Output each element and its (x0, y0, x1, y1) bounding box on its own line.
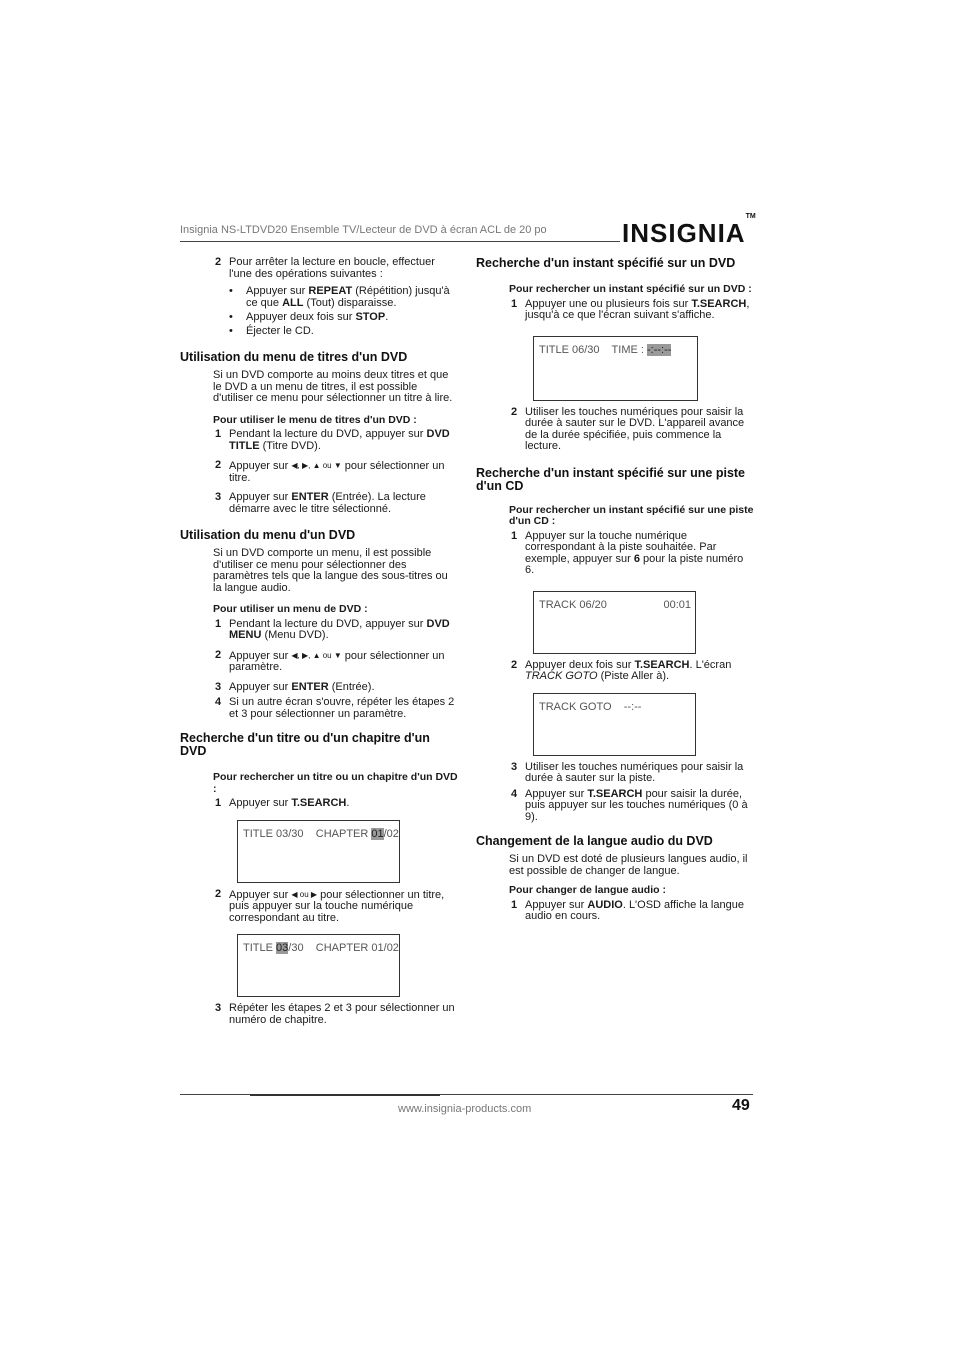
step-number: 1 (215, 617, 222, 630)
paragraph: Si un DVD comporte au moins deux titres et que le DVD a un menu de titres, il est possible d'utiliser ce menu pour sélectionner un titre à lire. (213, 369, 453, 404)
left-column (180, 257, 458, 1026)
arrow-keys-icon: ◀ ou ▶ (291, 889, 318, 899)
paragraph: Si un DVD est doté de plusieurs langues audio, il est possible de changer de langue. (509, 853, 748, 877)
osd-label: TITLE 06/30 TIME : (539, 343, 648, 356)
procedure-heading: Pour rechercher un titre ou un chapitre d'un DVD : (213, 771, 458, 795)
section-heading: Recherche d'un instant spécifié sur une piste d'un CD (476, 465, 746, 493)
text: , jusqu'à ce que l'écran suivant s'affiche. (525, 297, 750, 321)
osd-highlight: -:--:-- (647, 343, 672, 356)
osd-text (539, 345, 671, 357)
text: (Titre DVD). (259, 439, 321, 452)
text: Utiliser les touches numériques pour saisir la durée à sauter sur la piste. (525, 760, 744, 784)
text: Appuyer sur (229, 649, 292, 662)
bullet-dot: • (229, 324, 233, 337)
text: Appuyer deux fois sur (525, 658, 635, 671)
osd-highlight: 03 (276, 942, 289, 954)
step (476, 531, 754, 577)
step (476, 660, 754, 683)
step-number: 2 (215, 459, 222, 471)
step-number: 4 (215, 696, 222, 708)
step (180, 619, 458, 642)
key-name: DVD MENU (229, 617, 450, 641)
osd-time: 00:01 (663, 598, 691, 611)
key-name: T.SEARCH (291, 797, 347, 809)
footer-rule-accent (250, 1094, 440, 1096)
text: Appuyer sur (229, 888, 292, 901)
procedure-heading: Pour changer de langue audio : (509, 884, 666, 896)
running-header: Insignia NS-LTDVD20 Ensemble TV/Lecteur de DVD à écran ACL de 20 po (180, 224, 547, 236)
step (180, 1003, 458, 1026)
osd-screen (237, 934, 400, 997)
osd-screen (533, 336, 698, 401)
step (476, 762, 754, 785)
osd-screen (533, 591, 696, 654)
step-text: Pour arrêter la lecture en boucle, effectuer l'une des opérations suivantes : (229, 256, 435, 280)
step (180, 257, 458, 280)
step-number: 1 (215, 428, 222, 440)
header-rule (180, 241, 620, 242)
text: pour la piste numéro 6. (525, 552, 744, 576)
step (180, 460, 458, 484)
right-column (476, 257, 754, 923)
section-heading: Recherche d'un instant spécifié sur un DVD (476, 256, 736, 270)
key-name: T.SEARCH (587, 787, 643, 800)
osd-label: TRACK 06/20 (539, 598, 607, 611)
text: (Entrée). La lecture démarre avec le titre sélectionné. (229, 491, 426, 515)
text: Appuyer sur (525, 787, 588, 800)
step-number: 3 (215, 491, 222, 503)
key-name: T.SEARCH (691, 297, 747, 310)
key-name: 6 (633, 552, 640, 565)
text: Appuyer sur (229, 491, 292, 503)
key-name: REPEAT (308, 285, 353, 297)
section-heading: Changement de la langue audio du DVD (476, 834, 713, 848)
step-number: 2 (215, 256, 222, 268)
osd-text (243, 943, 399, 955)
step (476, 789, 754, 824)
step (180, 682, 458, 694)
footer-url: www.insignia-products.com (398, 1103, 532, 1115)
text: pour sélectionner un titre, puis appuyer sur la touche numérique correspondant au titre. (229, 888, 445, 924)
text: Si un autre écran s'ouvre, répéter les étapes 2 et 3 pour sélectionner un paramètre. (229, 696, 455, 720)
section-heading: Utilisation du menu de titres d'un DVD (180, 350, 408, 364)
text: . (346, 797, 350, 809)
step-number: 3 (215, 1002, 222, 1014)
text: pour saisir la durée, puis appuyer sur les touches numériques (0 à 9). (525, 787, 748, 823)
osd-label: TRACK GOTO --:-- (539, 700, 642, 713)
step (476, 407, 754, 453)
trademark: TM (745, 213, 756, 221)
step-number: 3 (511, 760, 518, 773)
text: Appuyer sur la touche numérique correspondant à la piste souhaitée. Par exemple, appuyer sur (525, 529, 717, 565)
step (180, 697, 458, 720)
step-number: 4 (511, 787, 518, 800)
bullet-item (180, 286, 458, 309)
step (180, 429, 458, 452)
text: pour sélectionner un titre. (229, 460, 445, 484)
procedure-heading: Pour utiliser le menu de titres d'un DVD : (213, 413, 417, 426)
text: (Menu DVD). (261, 629, 329, 641)
screen-name: TRACK GOTO (525, 670, 598, 682)
key-name: ALL (282, 296, 304, 309)
text: (Tout) disparaisse. (303, 296, 397, 309)
step (180, 650, 458, 674)
text: Pendant la lecture du DVD, appuyer sur (229, 617, 427, 630)
osd-label: TITLE 03/30 CHAPTER (243, 827, 372, 840)
osd-label: /30 CHAPTER 01/02 (288, 942, 399, 954)
bullet-dot: • (229, 311, 233, 323)
step (476, 900, 754, 923)
step-number: 2 (511, 405, 518, 418)
text: pour sélectionner un paramètre. (229, 649, 445, 673)
step-number: 3 (215, 680, 222, 693)
bullet-item (180, 326, 458, 338)
step-number: 2 (511, 658, 518, 671)
text: Appuyer sur (229, 797, 292, 809)
insignia-logo (622, 213, 756, 249)
step (180, 889, 458, 925)
step-number: 1 (511, 898, 518, 911)
step-number: 1 (511, 297, 518, 310)
arrow-keys-icon: ◀, ▶, ▲ ou ▼ (291, 461, 342, 470)
step-number: 1 (215, 797, 222, 809)
logo-text: INSIGNIA (622, 218, 746, 248)
step (476, 299, 754, 322)
key-name: ENTER (291, 491, 329, 503)
osd-screen (533, 693, 696, 756)
text: (Piste Aller à). (597, 670, 670, 682)
key-name: ENTER (291, 680, 329, 693)
text: Appuyer sur (229, 460, 292, 472)
bullet-item (180, 312, 458, 324)
procedure-heading: Pour utiliser un menu de DVD : (213, 603, 368, 615)
step-number: 2 (215, 648, 222, 661)
key-name: T.SEARCH (634, 658, 690, 671)
key-name: AUDIO (587, 898, 623, 911)
paragraph: Si un DVD comporte un menu, il est possible d'utiliser ce menu pour sélectionner des paramètres tels que la langue des sous-titres ou la langue audio. (213, 547, 448, 594)
text: Appuyer sur (246, 285, 309, 297)
arrow-keys-icon: ◀, ▶, ▲ ou ▼ (291, 650, 342, 660)
section-heading: Recherche d'un titre ou d'un chapitre d'un DVD (180, 731, 430, 758)
text: Appuyer deux fois sur (246, 311, 356, 323)
step (180, 492, 458, 515)
bullet-dot: • (229, 285, 233, 297)
step-number: 1 (511, 529, 518, 542)
text: Éjecter le CD. (246, 324, 314, 337)
text: . L'OSD affiche la langue audio en cours. (525, 898, 744, 922)
key-name: DVD TITLE (229, 428, 450, 452)
step (180, 798, 458, 810)
osd-screen (237, 820, 400, 883)
osd-text (243, 829, 399, 841)
text: Appuyer une ou plusieurs fois sur (525, 297, 692, 310)
osd-label: TITLE (243, 942, 277, 954)
osd-label: /02 (383, 827, 399, 840)
text: (Répétition) jusqu'à ce que (246, 285, 450, 309)
text: Appuyer sur (525, 898, 588, 911)
text: Répéter les étapes 2 et 3 pour sélectionner un numéro de chapitre. (229, 1002, 455, 1026)
procedure-heading: Pour rechercher un instant spécifié sur un DVD : (509, 283, 752, 295)
text: Utiliser les touches numériques pour saisir la durée à sauter sur le DVD. L'appareil avance de la durée spécifiée, puis commence la lecture. (525, 405, 745, 452)
text: (Entrée). (328, 680, 375, 693)
section-heading: Utilisation du menu d'un DVD (180, 528, 356, 542)
key-name: STOP (355, 311, 386, 323)
text: . L'écran (689, 658, 732, 671)
text: Pendant la lecture du DVD, appuyer sur (229, 428, 427, 440)
osd-highlight: 01 (371, 827, 384, 840)
procedure-heading: Pour rechercher un instant spécifié sur une piste d'un CD : (509, 503, 754, 527)
text: . (385, 311, 389, 323)
text: Appuyer sur (229, 680, 292, 693)
step-number: 2 (215, 887, 222, 900)
page-number: 49 (732, 1097, 750, 1114)
